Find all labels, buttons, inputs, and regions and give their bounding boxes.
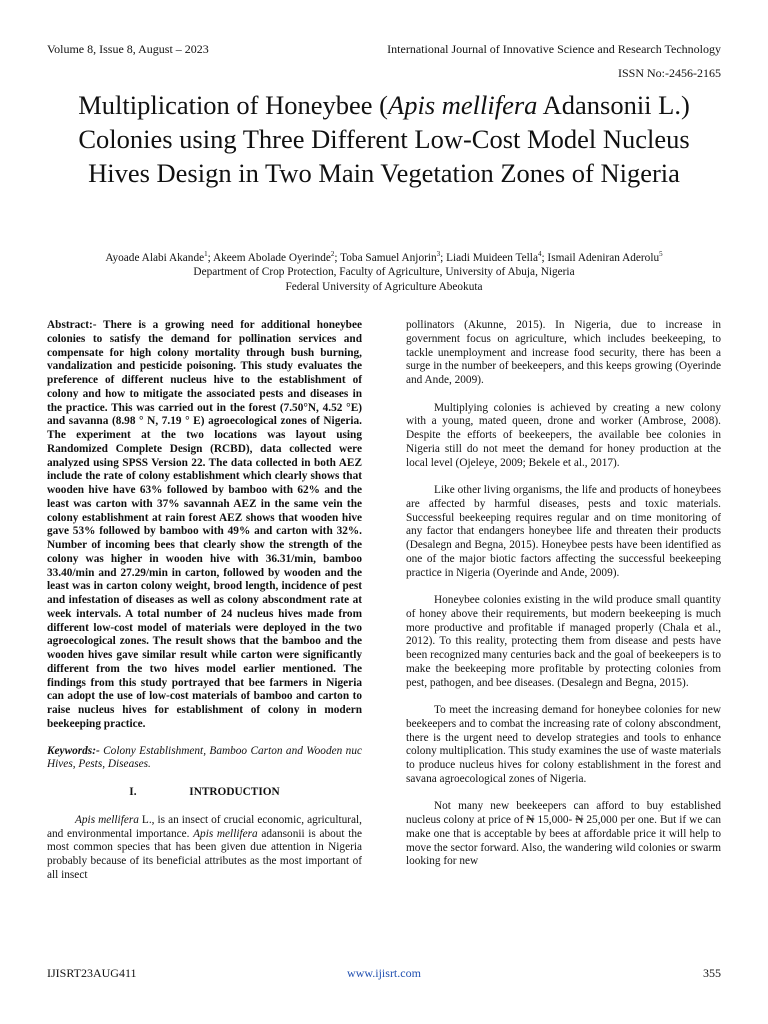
journal-name: International Journal of Innovative Science and Research Technology (387, 42, 721, 56)
body-paragraph: Not many new beekeepers can afford to buy established nucleus colony at price of ₦ 15,000- ₦ 25,000 per one. But if we can make one that is acceptable by bees at affordable price it will help to move the sector forward. Also, the wandering wild colonies or swarm looking for new (406, 800, 721, 868)
author-list: Ayoade Alabi Akande$^1$; Akeem Abolade Oyerinde$^2$; Toba Samuel Anjorin$^3$; Liadi Muideen Tella$^4$; Ismail Adeniran Aderolu$^5$ (105, 250, 663, 264)
intro-paragraph: Apis mellifera L., is an insect of crucial economic, agricultural, and environmental importance. Apis mellifera adansonii is about the most common species that has been given due attention in Nigeria probably because of its beneficial attributes as the most important of all insect (47, 813, 363, 881)
body-paragraph: To meet the increasing demand for honeybee colonies for new beekeepers and to combat the increasing rate of colony abscondment, there is the urgent need to develop strategies and tools to enhance colony multiplication. This study examines the use of waste materials to produce nucleus hives for colony establishment in the forest and savana agroecological zones of Nigeria. (406, 704, 721, 785)
body-paragraph: pollinators (Akunne, 2015). In Nigeria, due to increase in government focus on agriculture, which includes beekeeping, to tackle unemployment and increase food security, there has been a surge in the number of beekeepers, and this keeps growing (Oyerinde and Ande, 2009). (406, 319, 721, 386)
paper-title: Multiplication of Honeybee (Apis mellifera Adansonii L.) Colonies using Three Different Low-Cost Model Nucleus Hives Design in Two Main Vegetation Zones of Nigeria (78, 90, 690, 188)
section-heading: I. INTRODUCTION (129, 786, 280, 798)
paper-id: IJISRT23AUG411 (47, 966, 137, 980)
affiliation-1: Department of Crop Protection, Faculty of Agriculture, University of Abuja, Nigeria (193, 266, 575, 279)
issn: ISSN No:-2456-2165 (617, 66, 721, 80)
abstract: Abstract:- There is a growing need for additional honeybee colonies to satisfy the demand for pollination services and compensate for high colony mortality through bush burning, vandalization and pesticide poisoning. This study evaluates the preference of different nucleus hive to the establishment of colony and how to mitigate the associated pests and diseases in the practice. This was carried out in the forest (7.50°N, 4.52 °E) and savanna (8.98 ° N, 7.19 ° E) agroecological zones of Nigeria. The experiment at the two locations was layout using Randomized Complete Design (RCBD), data collected were analyzed using SPSS Version 22. The data collected in both AEZ include the rate of colony establishment which clearly shows that wooden hive have 63% followed by bamboo with 62% and the least was carton with 37% savannah AEZ in the same vein the colony establishment at rain forest AEZ shows that wooden hive gave 53% followed by bamboo with 49% and carton with 32%. Number of incoming bees that clearly show the strength of the colony was higher in wooden hive with 36.31/min, bamboo 33.40/min and 27.29/min in carton, followed by wooden and the least was in carton colony weight, brood length, incidence of pest and infestation of diseases as well as colony abscondment rate at week intervals. A total number of 24 nucleus hives made from different low-cost model of materials were deployed in the two agroecological zones. The result shows that the bamboo and the wooden hives gave similar result while carton were significantly different from the two hives model earlier mentioned. The findings from this study portrayed that bee farmers in Nigeria can adopt the use of low-cost materials of bamboo and carton to raise nucleus hives for establishment of colony in modern beekeeping practice. (47, 319, 362, 730)
left-column (47, 319, 362, 883)
author-block (40, 247, 728, 294)
right-column (406, 319, 721, 869)
journal-website-link[interactable]: www.ijisrt.com (347, 966, 421, 980)
body-paragraph: Multiplying colonies is achieved by creating a new colony with a young, mated queen, drone and worker (Ambrose, 2008). Despite the efforts of beekeepers, the available bee colonies in Nigeria still do not meet the demand for honey production at the local level (Ojeleye, 2009; Bekele et al., 2017). (406, 401, 721, 469)
affiliation-2: Federal University of Agriculture Abeokuta (285, 280, 483, 293)
body-paragraph: Honeybee colonies existing in the wild produce small quantity of honey above their requirements, but modern beekeeping is much more productive and profitable if managed properly (Chala et al., 2012). To this reality, protecting them from disease and pests have been recognized many centuries back and the goal of beekeepers is to make the beekeeping more profitable by protecting colonies from pest, pathogen, and bee diseases. (Desalegn and Begna, 2015). (406, 594, 721, 689)
page-number: 355 (703, 966, 721, 980)
body-paragraph: Like other living organisms, the life and products of honeybees are affected by harmful diseases, pests and toxic materials. Successful beekeeping requires regular and on time monitoring of any factor that endangers honeybee life and threaten their products (Desalegn and Begna, 2015). Honeybee pests have been identified as one of the major biotic factors affecting the successful beekeeping practice in Nigeria (Oyerinde and Ande, 2009). (406, 484, 721, 579)
journal-volume: Volume 8, Issue 8, August – 2023 (47, 42, 209, 56)
keywords: Keywords:- Colony Establishment, Bamboo Carton and Wooden nuc Hives, Pests, Diseases. (47, 744, 362, 771)
